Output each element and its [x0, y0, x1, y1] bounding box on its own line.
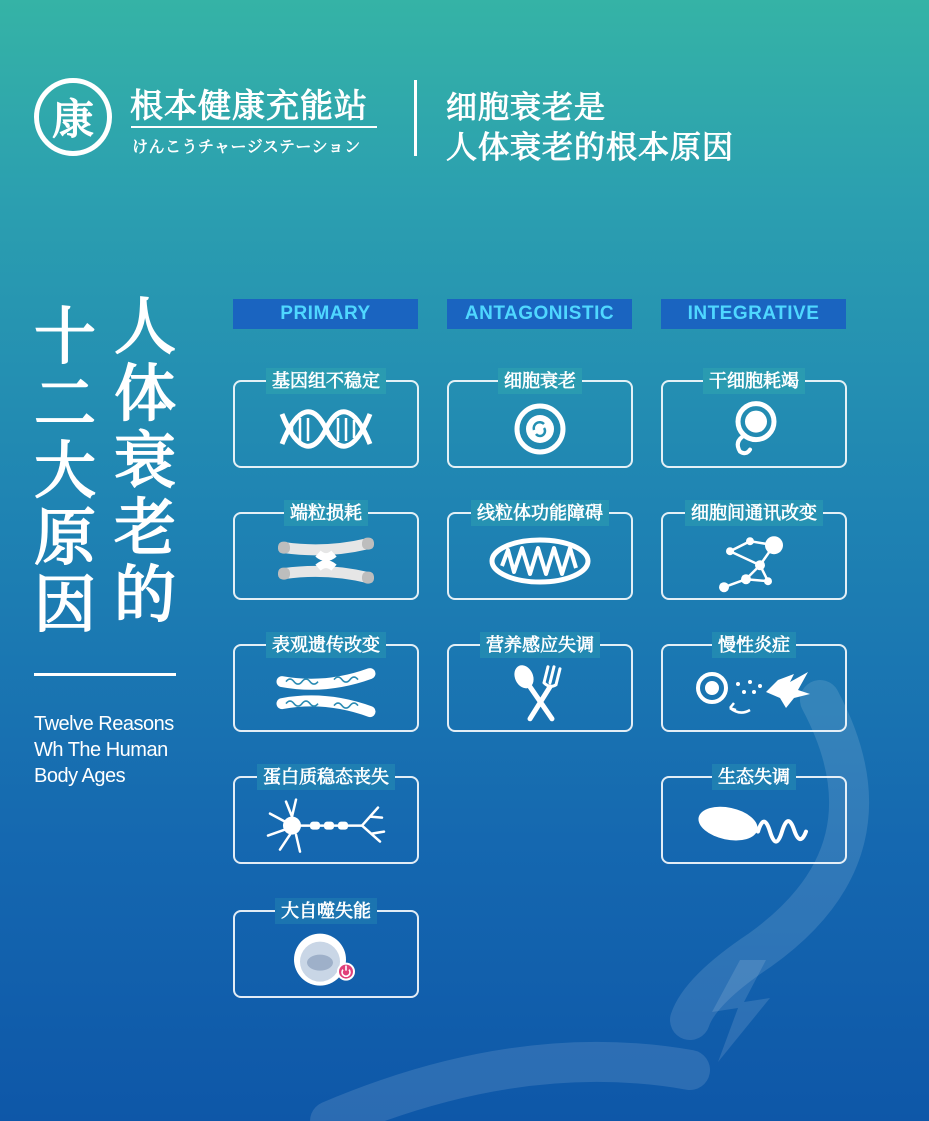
- card-label: 大自噬失能: [275, 898, 377, 924]
- spoon-fork-icon: [510, 665, 570, 723]
- title-char: 的: [114, 561, 177, 630]
- card-disabled-macroautophagy: [233, 901, 419, 998]
- autophagy-cell-icon: [286, 932, 366, 988]
- subtitle-en-line-2: Wh The Human: [34, 739, 168, 761]
- stem-cell-icon: [726, 402, 782, 458]
- card-mitochondrial-dysfunction: [447, 503, 633, 600]
- chromosome-telomere-icon: [278, 538, 374, 584]
- inflammation-icon: [694, 668, 814, 718]
- subtitle-en-line-1: Twelve Reasons: [34, 713, 174, 735]
- card-label: 表观遗传改变: [266, 632, 386, 658]
- brand-name-cn: 根本健康充能站: [130, 87, 368, 124]
- card-loss-of-proteostasis: [233, 767, 419, 864]
- card-label: 细胞间通讯改变: [685, 500, 823, 526]
- header-separator: [414, 80, 417, 156]
- card-chronic-inflammation: [661, 635, 847, 732]
- card-label: 细胞衰老: [498, 368, 582, 394]
- cell-icon: [510, 404, 570, 454]
- title-char: 因: [34, 571, 97, 640]
- card-label: 线粒体功能障碍: [471, 500, 609, 526]
- card-altered-intercellular-communication: [661, 503, 847, 600]
- headline-line-2: 人体衰老的根本原因: [446, 130, 734, 165]
- neuron-icon: [266, 798, 386, 854]
- card-label: 生态失调: [712, 764, 796, 790]
- title-divider: [34, 673, 176, 676]
- title-char: 体: [114, 360, 177, 429]
- chromosome-x-icon: [278, 670, 374, 716]
- title-char: 衰: [114, 427, 177, 496]
- card-label: 蛋白质稳态丧失: [257, 764, 395, 790]
- column-header-integrative: INTEGRATIVE: [661, 299, 846, 329]
- bacterium-icon: [694, 802, 814, 848]
- dna-icon: [278, 404, 374, 454]
- card-label: 慢性炎症: [712, 632, 796, 658]
- card-label: 基因组不稳定: [266, 368, 386, 394]
- column-header-primary: PRIMARY: [233, 299, 418, 329]
- card-genomic-instability: [233, 371, 419, 468]
- card-cellular-senescence: [447, 371, 633, 468]
- brand-logo: [34, 78, 112, 156]
- network-icon: [716, 531, 792, 593]
- title-char: 原: [34, 504, 97, 573]
- card-label: 端粒损耗: [284, 500, 368, 526]
- card-epigenetic-alterations: [233, 635, 419, 732]
- card-deregulated-nutrient-sensing: [447, 635, 633, 732]
- card-telomere-attrition: [233, 503, 419, 600]
- card-label: 干细胞耗竭: [703, 368, 805, 394]
- title-char: 老: [114, 494, 177, 563]
- title-char: 十: [34, 303, 97, 372]
- logo-character: 康: [51, 95, 94, 144]
- mitochondria-icon: [488, 536, 592, 586]
- brand-divider: [131, 126, 377, 128]
- headline-line-1: 细胞衰老是: [446, 90, 606, 125]
- subtitle-en-line-3: Body Ages: [34, 765, 126, 787]
- card-stem-cell-exhaustion: [661, 371, 847, 468]
- card-dysbiosis: [661, 767, 847, 864]
- title-char: 二: [34, 370, 97, 439]
- vertical-title-left: [34, 303, 97, 642]
- vertical-title-right: [114, 293, 177, 632]
- brand-name-jp: けんこうチャージステーション: [132, 139, 361, 156]
- title-char: 人: [114, 293, 177, 362]
- card-label: 营养感应失调: [480, 632, 600, 658]
- title-char: 大: [34, 437, 97, 506]
- column-header-antagonistic: ANTAGONISTIC: [447, 299, 632, 329]
